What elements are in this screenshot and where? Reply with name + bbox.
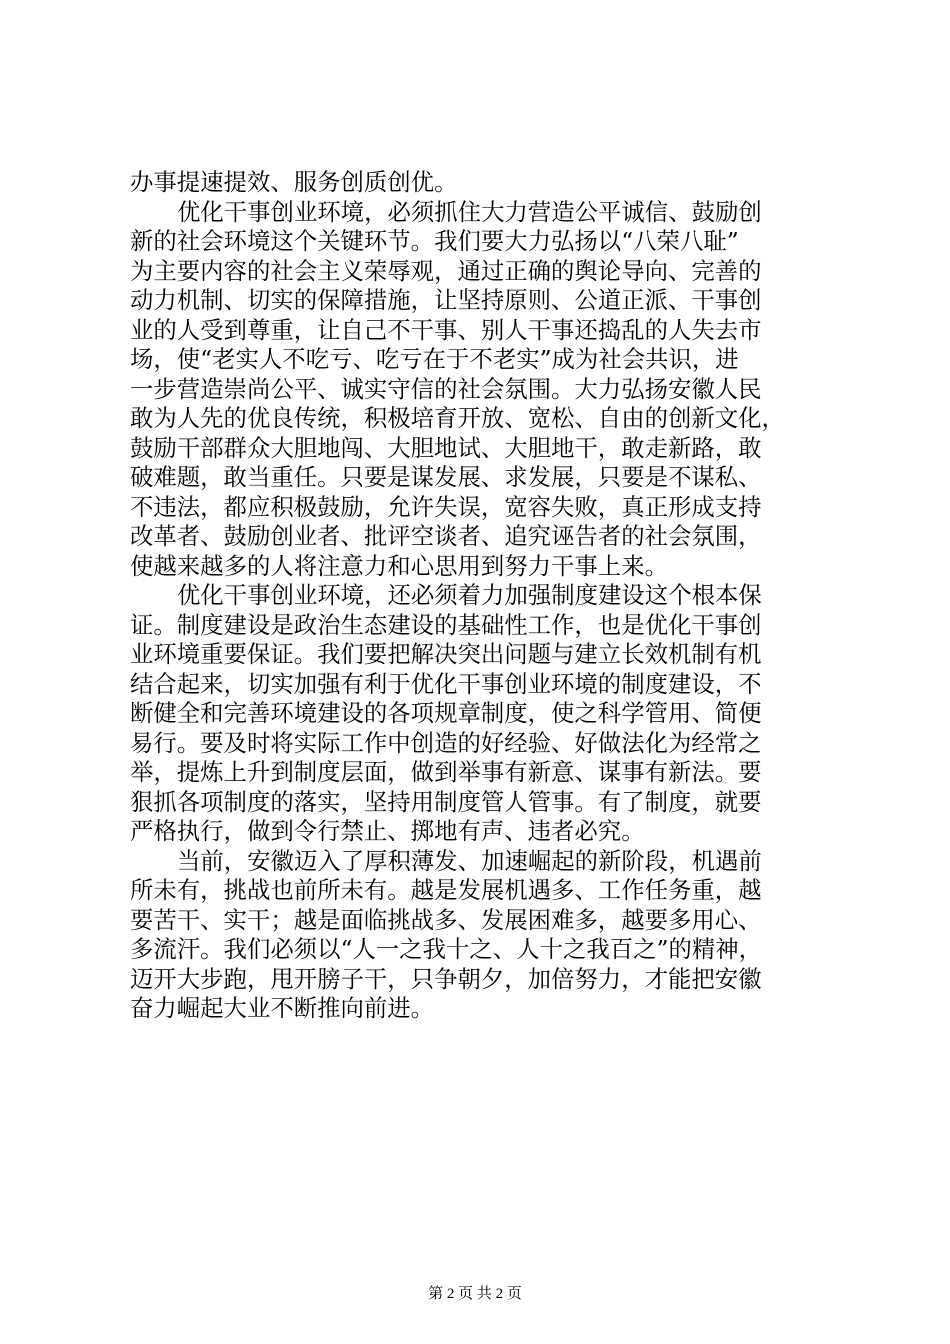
text-line: 迈开大步跑，甩开膀子干，只争朝夕，加倍努力，才能把安徽 xyxy=(130,964,762,993)
text-line: 新的社会环境这个关键环节。我们要大力弘扬以“八荣八耻” xyxy=(130,227,739,255)
text-line: 优化干事创业环境，还必须着力加强制度建设这个根本保 xyxy=(177,581,762,609)
text-line: 优化干事创业环境，必须抓住大力营造公平诚信、鼓励创 xyxy=(177,197,762,226)
text-line: 办事提速提效、服务创质创优。 xyxy=(130,168,458,196)
text-line: 破难题，敢当重任。只要是谋发展、求发展，只要是不谋私、 xyxy=(130,463,762,491)
text-line: 动力机制、切实的保障措施，让坚持原则、公道正派、干事创 xyxy=(130,286,762,314)
text-line: 为主要内容的社会主义荣辱观，通过正确的舆论导向、完善的 xyxy=(130,256,762,285)
text-line: 举，提炼上升到制度层面，做到举事有新意、谋事有新法。要 xyxy=(130,758,762,786)
text-line: 易行。要及时将实际工作中创造的好经验、好做法化为经常之 xyxy=(130,728,762,757)
text-line: 当前，安徽迈入了厚积薄发、加速崛起的新阶段，机遇前 xyxy=(177,846,762,875)
text-line: 结合起来，切实加强有利于优化干事创业环境的制度建设，不 xyxy=(130,669,762,698)
text-line: 一步营造崇尚公平、诚实守信的社会氛围。大力弘扬安徽人民 xyxy=(130,374,762,403)
text-line: 改革者、鼓励创业者、批评空谈者、追究诬告者的社会氛围， xyxy=(130,522,762,550)
page-footer xyxy=(0,1282,950,1303)
text-line: 严格执行，做到令行禁止、掷地有声、违者必究。 xyxy=(130,817,645,845)
text-line: 业的人受到尊重，让自己不干事、别人干事还捣乱的人失去市 xyxy=(130,315,762,344)
text-line: 鼓励干部群众大胆地闯、大胆地试、大胆地干，敢走新路，敢 xyxy=(130,433,762,462)
text-line: 场，使“老实人不吃亏、吃亏在于不老实”成为社会共识，进 xyxy=(130,345,739,373)
text-line: 业环境重要保证。我们要把解决突出问题与建立长效机制有机 xyxy=(130,640,762,668)
text-line: 敢为人先的优良传统，积极培育开放、宽松、自由的创新文化， xyxy=(130,404,785,432)
text-line: 不违法，都应积极鼓励，允许失误，宽容失败，真正形成支持 xyxy=(130,492,762,521)
text-line: 断健全和完善环境建设的各项规章制度，使之科学管用、简便 xyxy=(130,699,762,727)
text-line: 多流汗。我们必须以“人一之我十之、人十之我百之”的精神， xyxy=(130,935,763,963)
text-line: 所未有，挑战也前所未有。越是发展机遇多、工作任务重，越 xyxy=(130,876,762,904)
text-line: 狠抓各项制度的落实，坚持用制度管人管事。有了制度，就要 xyxy=(130,787,762,816)
document-body xyxy=(130,168,830,1024)
text-line: 使越来越多的人将注意力和心思用到努力干事上来。 xyxy=(130,551,668,580)
text-line: 要苦干、实干；越是面临挑战多、发展困难多，越要多用心、 xyxy=(130,905,762,934)
page-number-label: 第 2 页 共 2 页 xyxy=(428,1286,522,1302)
text-line: 奋力崛起大业不断推向前进。 xyxy=(130,994,435,1022)
text-line: 证。制度建设是政治生态建设的基础性工作，也是优化干事创 xyxy=(130,610,762,639)
